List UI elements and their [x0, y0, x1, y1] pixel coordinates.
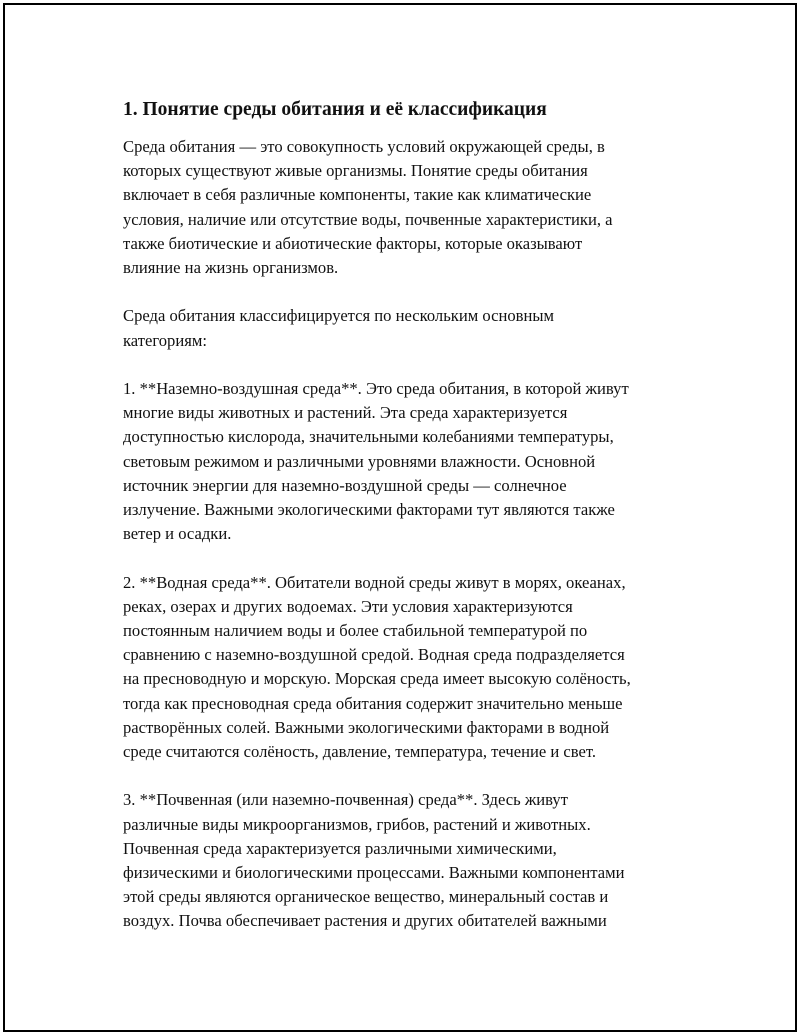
- page-frame: [3, 3, 797, 1032]
- paragraph-classification-intro: Среда обитания классифицируется по нескольким основным категориям:: [123, 306, 554, 350]
- paragraph-definition: Среда обитания — это совокупность условий окружающей среды, в которых существуют живые организмы. Понятие среды обитания включает в себя различные компоненты, такие как климатические условия, наличие или отсутствие воды, почвенные характеристики, а также биотические и абиотические факторы, которые оказывают влияние на жизнь организмов.: [123, 137, 613, 278]
- paragraph-soil: 3. **Почвенная (или наземно-почвенная) среда**. Здесь живут различные виды микроорганизмов, грибов, растений и животных. Почвенная среда характеризуется различными химическими, физическими и биологическими процессами. Важными компонентами этой среды являются органическое вещество, минеральный состав и воздух. Почва обеспечивает растения и других обитателей важными: [123, 790, 625, 931]
- section-heading: 1. Понятие среды обитания и её классификация: [123, 99, 547, 120]
- paragraph-ground-air: 1. **Наземно-воздушная среда**. Это среда обитания, в которой живут многие виды животных и растений. Эта среда характеризуется доступностью кислорода, значительными колебаниями температуры, световым режимом и различными уровнями влажности. Основной источник энергии для наземно-воздушной среды — солнечное излучение. Важными экологическими факторами тут являются также ветер и осадки.: [123, 379, 629, 544]
- document-body: [123, 97, 703, 958]
- paragraph-aquatic: 2. **Водная среда**. Обитатели водной среды живут в морях, океанах, реках, озерах и других водоемах. Эти условия характеризуются постоянным наличием воды и более стабильной температурой по сравнению с наземно-воздушной средой. Водная среда подразделяется на пресноводную и морскую. Морская среда имеет высокую солёность, тогда как пресноводная среда обитания содержит значительно меньше растворённых солей. Важными экологическими факторами в водной среде считаются солёность, давление, температура, течение и свет.: [123, 572, 631, 762]
